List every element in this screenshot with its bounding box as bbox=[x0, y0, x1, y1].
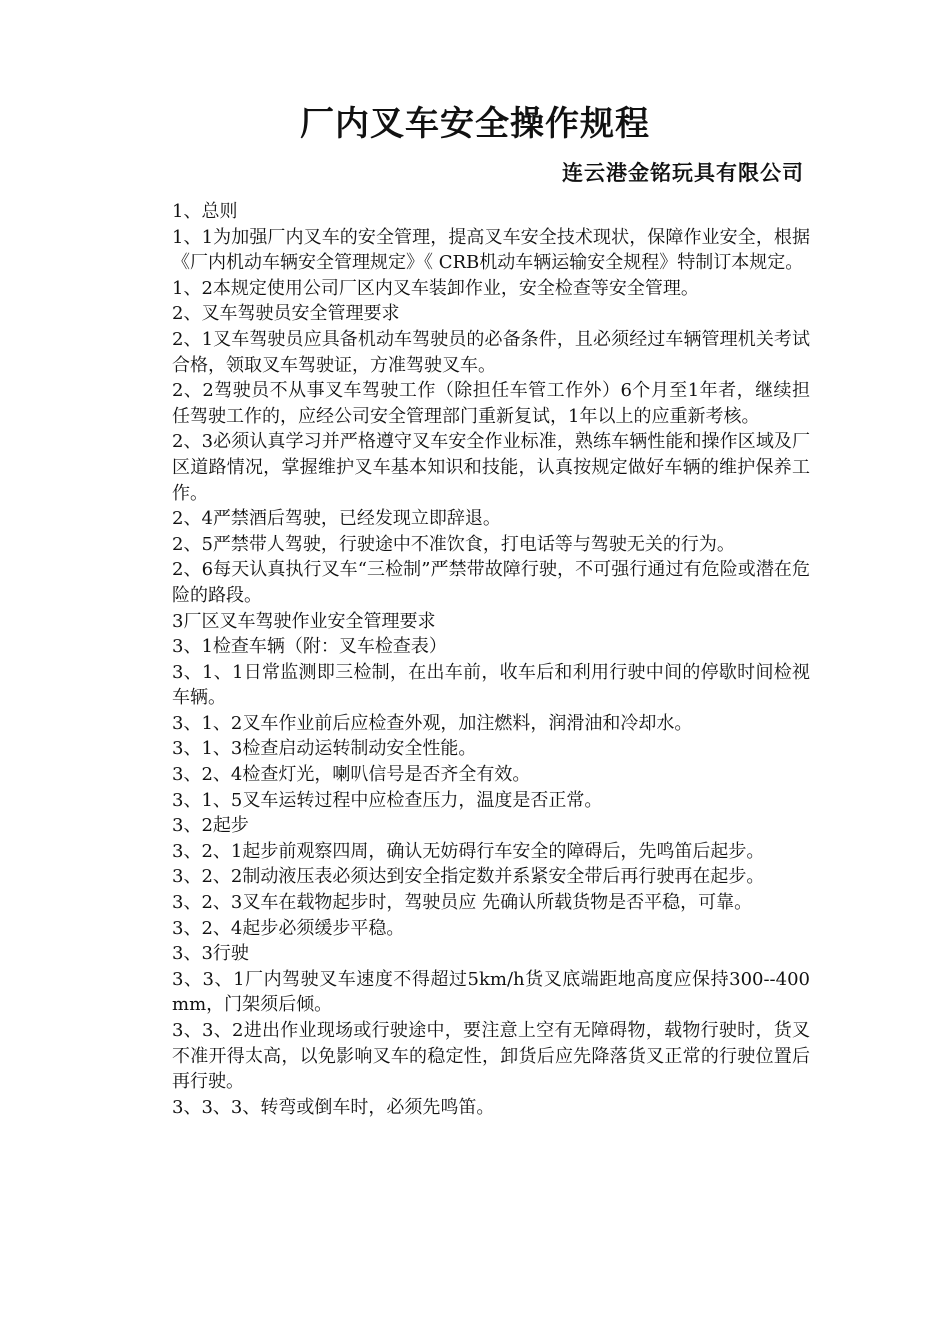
paragraph: 3、2、1起步前观察四周，确认无妨碍行车安全的障碍后，先鸣笛后起步。 bbox=[172, 840, 765, 862]
paragraph: 3、2、2制动液压表必须达到安全指定数并系紧安全带后再行驶再在起步。 bbox=[172, 866, 765, 888]
subsection-heading: 3、3行驶 bbox=[172, 943, 249, 965]
paragraph: 3、1、5叉车运转过程中应检查压力，温度是否正常。 bbox=[172, 789, 603, 811]
paragraph: 2、4严禁酒后驾驶，已经发现立即辞退。 bbox=[172, 508, 501, 530]
paragraph: 3、3、2进出作业现场或行驶途中，要注意上空有无障碍物，载物行驶时，货叉不准开得太高，以免影响叉车的稳定性，卸货后应先降落货叉正常的行驶位置后再行驶。 bbox=[172, 1020, 810, 1093]
paragraph: 1、2本规定使用公司厂区内叉车装卸作业，安全检查等安全管理。 bbox=[172, 277, 699, 299]
paragraph: 3、2、4起步必须缓步平稳。 bbox=[172, 917, 405, 939]
paragraph: 1、1为加强厂内叉车的安全管理，提高叉车安全技术现状，保障作业安全，根据《厂内机动车辆安全管理规定》《 CRB机动车辆运输安全规程》特制订本规定。 bbox=[172, 226, 810, 274]
paragraph: 3、3、1厂内驾驶叉车速度不得超过5km/h货叉底端距地高度应保持300--400mm，门架须后倾。 bbox=[172, 968, 810, 1016]
section-heading: 1、总则 bbox=[172, 201, 238, 222]
paragraph: 2、3必须认真学习并严格遵守叉车安全作业标准，熟练车辆性能和操作区域及厂区道路情况，掌握维护叉车基本知识和技能，认真按规定做好车辆的维护保养工作。 bbox=[172, 431, 810, 504]
document-title: 厂内叉车安全操作规程 bbox=[300, 104, 650, 144]
paragraph: 2、5严禁带人驾驶，行驶途中不准饮食，打电话等与驾驶无关的行为。 bbox=[172, 533, 735, 555]
paragraph: 3、3、3、转弯或倒车时，必须先鸣笛。 bbox=[172, 1096, 495, 1118]
subsection-heading: 3、1检查车辆（附：叉车检查表） bbox=[172, 636, 447, 658]
subsection-heading: 3、2起步 bbox=[172, 815, 249, 837]
section-heading: 2、叉车驾驶员安全管理要求 bbox=[172, 303, 400, 325]
paragraph: 2、6每天认真执行叉车“三检制”严禁带故障行驶，不可强行通过有危险或潜在危险的路段。 bbox=[172, 559, 810, 606]
paragraph: 2、2驾驶员不从事叉车驾驶工作（除担任车管工作外）6个月至1年者，继续担任驾驶工作的，应经公司安全管理部门重新复试，1年以上的应重新考核。 bbox=[172, 380, 810, 427]
document-body bbox=[172, 199, 810, 1120]
paragraph: 3、1、2叉车作业前后应检查外观，加注燃料，润滑油和冷却水。 bbox=[172, 712, 693, 734]
paragraph: 2、1叉车驾驶员应具备机动车驾驶员的必备条件，且必须经过车辆管理机关考试合格，领取叉车驾驶证，方准驾驶叉车。 bbox=[172, 328, 810, 376]
paragraph: 3、1、3检查启动运转制动安全性能。 bbox=[172, 738, 477, 760]
paragraph: 3、1、1日常监测即三检制，在出车前，收车后和利用行驶中间的停歇时间检视车辆。 bbox=[172, 661, 810, 709]
section-heading: 3厂区叉车驾驶作业安全管理要求 bbox=[172, 610, 436, 632]
paragraph: 3、2、4检查灯光，喇叭信号是否齐全有效。 bbox=[172, 764, 531, 786]
paragraph: 3、2、3叉车在载物起步时，驾驶员应 先确认所载货物是否平稳，可靠。 bbox=[172, 892, 753, 914]
company-name: 连云港金铭玩具有限公司 bbox=[562, 160, 804, 185]
